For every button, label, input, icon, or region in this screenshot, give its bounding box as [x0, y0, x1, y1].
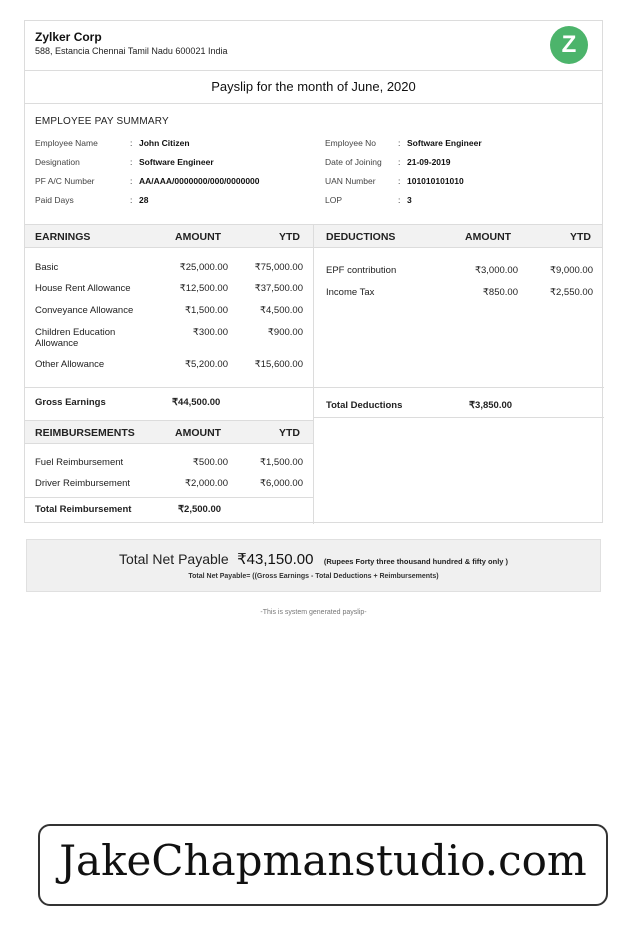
deductions-amount-header: AMOUNT [465, 231, 512, 243]
total-deductions-label: Total Deductions [326, 400, 403, 411]
deductions-amount: ₹850.00 [482, 287, 518, 298]
deductions-ytd: ₹9,000.00 [549, 265, 593, 276]
reimbursement-name: Driver Reimbursement [35, 478, 131, 489]
column-divider [313, 224, 314, 524]
reimbursements-header [25, 420, 313, 444]
summary-value: AA/AAA/0000000/000/0000000 [139, 176, 260, 186]
deductions-name: EPF contribution [326, 265, 397, 276]
earnings-name: Conveyance Allowance [35, 305, 134, 316]
payslip-header [25, 21, 602, 71]
deductions-ytd: ₹2,550.00 [549, 287, 593, 298]
earnings-ytd: ₹37,500.00 [254, 283, 303, 294]
reimbursement-name: Fuel Reimbursement [35, 457, 124, 468]
summary-label: Paid Days [35, 195, 74, 205]
logo-z-icon: Z [561, 31, 577, 58]
net-payable-formula: Total Net Payable= ((Gross Earnings - Total Deductions + Reimbursements) [188, 573, 439, 580]
divider [25, 497, 313, 498]
divider [313, 417, 604, 418]
summary-label: Designation [35, 157, 80, 167]
gross-earnings-label: Gross Earnings [35, 397, 106, 408]
earnings-amount: ₹12,500.00 [179, 283, 228, 294]
earnings-name: Basic [35, 262, 59, 273]
earnings-ytd-header: YTD [279, 231, 300, 243]
earnings-amount: ₹25,000.00 [179, 262, 228, 273]
summary-value: 21-09-2019 [407, 157, 451, 167]
earnings-name-line2: Allowance [35, 338, 79, 349]
reimbursements-ytd-header: YTD [279, 427, 300, 439]
net-payable-label: Total Net Payable [118, 551, 229, 567]
company-logo [550, 26, 588, 64]
deductions-ytd-header: YTD [570, 231, 591, 243]
summary-colon: : [130, 138, 133, 148]
deductions-header: DEDUCTIONS [326, 231, 396, 243]
net-payable-box [26, 539, 601, 592]
summary-value: 101010101010 [407, 176, 464, 186]
deductions-name: Income Tax [326, 287, 375, 298]
earnings-amount: ₹5,200.00 [184, 359, 228, 370]
earnings-amount-header: AMOUNT [175, 231, 222, 243]
summary-label: Employee Name [35, 138, 98, 148]
summary-label: PF A/C Number [35, 176, 95, 186]
watermark-text: JakeChapmanstudio.com [59, 836, 587, 885]
reimbursement-ytd: ₹1,500.00 [259, 457, 303, 468]
summary-label: UAN Number [325, 176, 376, 186]
earnings-name: Other Allowance [35, 359, 105, 370]
earnings-header: EARNINGS [35, 231, 91, 243]
watermark-banner [38, 824, 608, 906]
payslip-card [24, 20, 603, 523]
summary-value: Software Engineer [139, 157, 214, 167]
deductions-amount: ₹3,000.00 [474, 265, 518, 276]
net-payable-line [27, 550, 600, 569]
earnings-ytd: ₹900.00 [267, 327, 303, 338]
total-reimbursement-amount: ₹2,500.00 [178, 504, 222, 515]
summary-colon: : [398, 157, 401, 167]
divider [25, 387, 313, 388]
summary-label: Employee No [325, 138, 377, 148]
system-generated-note: -This is system generated payslip- [260, 609, 367, 616]
summary-colon: : [130, 195, 133, 205]
divider [313, 387, 604, 388]
summary-label: Date of Joining [325, 157, 382, 167]
summary-colon: : [398, 176, 401, 186]
summary-colon: : [130, 176, 133, 186]
reimbursement-amount: ₹500.00 [192, 457, 228, 468]
gross-earnings-amount: ₹44,500.00 [172, 397, 221, 408]
summary-value: John Citizen [139, 138, 190, 148]
summary-colon: : [130, 157, 133, 167]
reimbursements-amount-header: AMOUNT [175, 427, 222, 439]
reimbursement-amount: ₹2,000.00 [184, 478, 228, 489]
summary-value: Software Engineer [407, 138, 482, 148]
total-deductions-amount: ₹3,850.00 [469, 400, 513, 411]
summary-colon: : [398, 195, 401, 205]
total-reimbursement-label: Total Reimbursement [35, 504, 132, 515]
earnings-amount: ₹1,500.00 [184, 305, 228, 316]
net-payable-amount: ₹43,150.00 [237, 551, 314, 568]
earnings-ytd: ₹75,000.00 [254, 262, 303, 273]
payslip-title: Payslip for the month of June, 2020 [25, 70, 602, 104]
summary-value: 28 [139, 195, 149, 205]
summary-value: 3 [407, 195, 412, 205]
earnings-ytd: ₹4,500.00 [259, 305, 303, 316]
reimbursement-ytd: ₹6,000.00 [259, 478, 303, 489]
earnings-name: House Rent Allowance [35, 283, 131, 294]
summary-label: LOP [325, 195, 343, 205]
net-payable-words: (Rupees Forty three thousand hundred & fifty only ) [323, 557, 509, 566]
summary-heading: EMPLOYEE PAY SUMMARY [35, 116, 169, 127]
summary-colon: : [398, 138, 401, 148]
reimbursements-title: REIMBURSEMENTS [35, 427, 135, 439]
earnings-amount: ₹300.00 [192, 327, 228, 338]
company-address: 588, Estancia Chennai Tamil Nadu 600021 India [35, 46, 228, 56]
company-name: Zylker Corp [35, 30, 102, 44]
earnings-name: Children Education [35, 327, 116, 338]
earnings-ytd: ₹15,600.00 [254, 359, 303, 370]
